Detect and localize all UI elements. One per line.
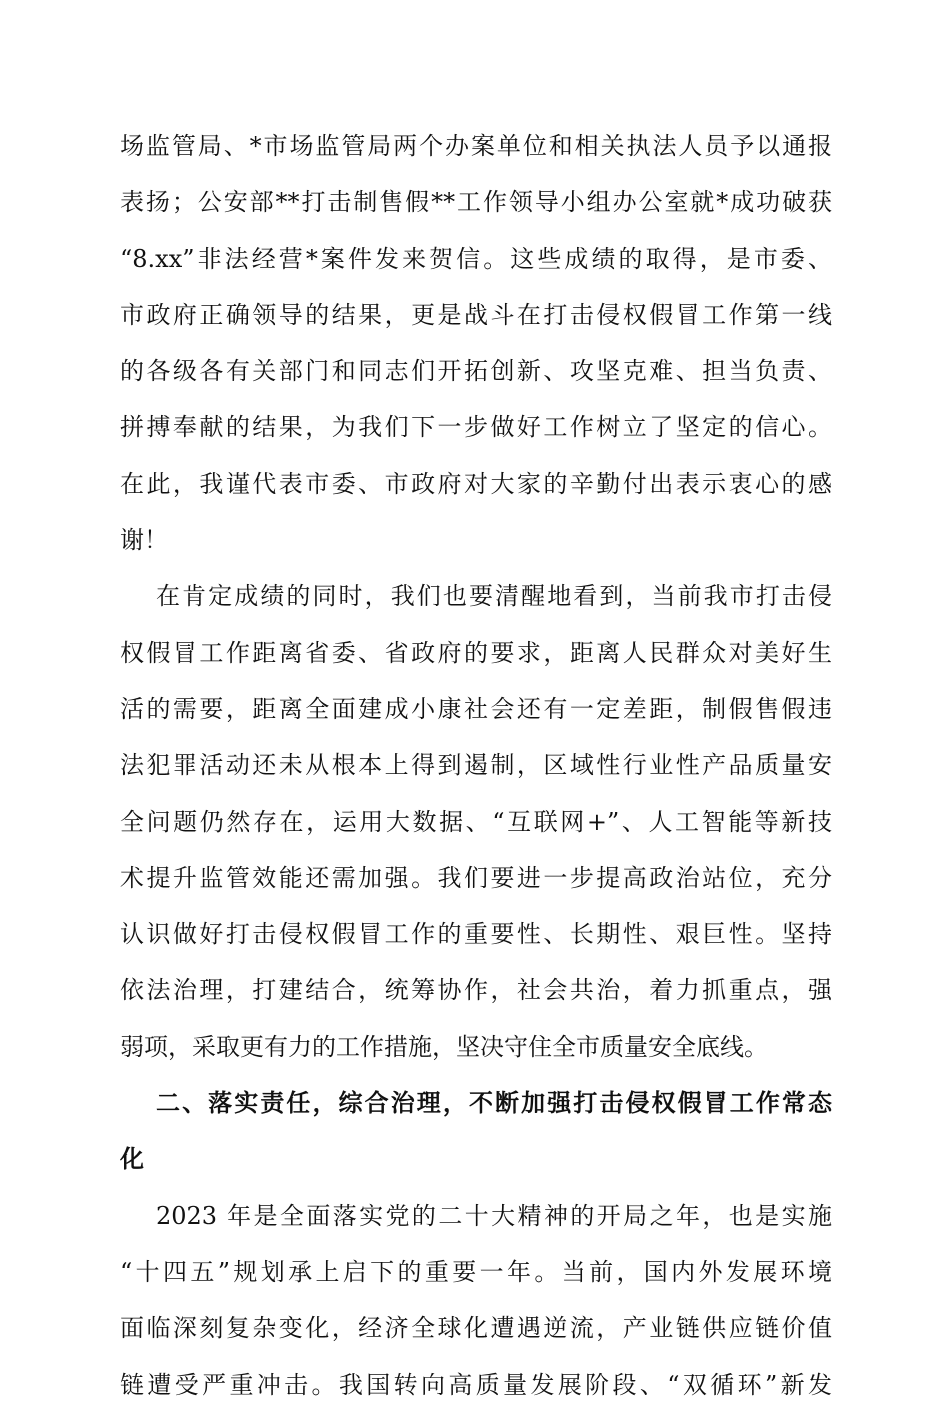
paragraph-2 <box>120 568 832 1075</box>
paragraph-1 <box>120 118 832 568</box>
paragraph-line: 在此，我谨代表市委、市政府对大家的辛勤付出表示衷心的感 <box>120 469 832 498</box>
heading-line: 化 <box>120 1145 144 1174</box>
paragraph-line: 依法治理，打建结合，统筹协作，社会共治，着力抓重点，强 <box>120 976 832 1005</box>
paragraph-line: 全问题仍然存在，运用大数据、“互联网+”、人工智能等新技 <box>120 807 832 836</box>
paragraph-line: 面临深刻复杂变化，经济全球化遭遇逆流，产业链供应链价值 <box>120 1314 832 1343</box>
paragraph-line: 2023 年是全面落实党的二十大精神的开局之年，也是实施 <box>156 1201 832 1230</box>
paragraph-line: 场监管局、*市场监管局两个办案单位和相关执法人员予以通报 <box>120 132 832 160</box>
paragraph-line: 表扬；公安部**打击制售假**工作领导小组办公室就*成功破获 <box>120 188 832 217</box>
document-body <box>120 118 832 1413</box>
paragraph-line: 术提升监管效能还需加强。我们要进一步提高政治站位，充分 <box>120 863 832 892</box>
paragraph-line: “十四五”规划承上启下的重要一年。当前，国内外发展环境 <box>120 1257 832 1286</box>
paragraph-line: 权假冒工作距离省委、省政府的要求，距离人民群众对美好生 <box>120 638 832 667</box>
paragraph-line: 在肯定成绩的同时，我们也要清醒地看到，当前我市打击侵 <box>156 582 832 611</box>
paragraph-line: 的各级各有关部门和同志们开拓创新、攻坚克难、担当负责、 <box>120 357 832 386</box>
paragraph-line: 谢！ <box>120 526 168 555</box>
paragraph-line: 活的需要，距离全面建成小康社会还有一定差距，制假售假违 <box>120 694 832 723</box>
paragraph-line: 链遭受严重冲击。我国转向高质量发展阶段、“双循环”新发 <box>120 1370 832 1399</box>
paragraph-line: 拼搏奉献的结果，为我们下一步做好工作树立了坚定的信心。 <box>120 413 832 442</box>
paragraph-line: 认识做好打击侵权假冒工作的重要性、长期性、艰巨性。坚持 <box>120 920 832 949</box>
heading-line: 二、落实责任，综合治理，不断加强打击侵权假冒工作常态 <box>156 1089 832 1118</box>
paragraph-line: 法犯罪活动还未从根本上得到遏制，区域性行业性产品质量安 <box>120 751 832 780</box>
paragraph-line: 弱项，采取更有力的工作措施，坚决守住全市质量安全底线。 <box>120 1032 768 1061</box>
paragraph-line: 市政府正确领导的结果，更是战斗在打击侵权假冒工作第一线 <box>120 300 832 329</box>
paragraph-line: “8.xx”非法经营*案件发来贺信。这些成绩的取得，是市委、 <box>120 244 832 273</box>
paragraph-3 <box>120 1188 832 1413</box>
section-heading-2 <box>120 1075 832 1188</box>
